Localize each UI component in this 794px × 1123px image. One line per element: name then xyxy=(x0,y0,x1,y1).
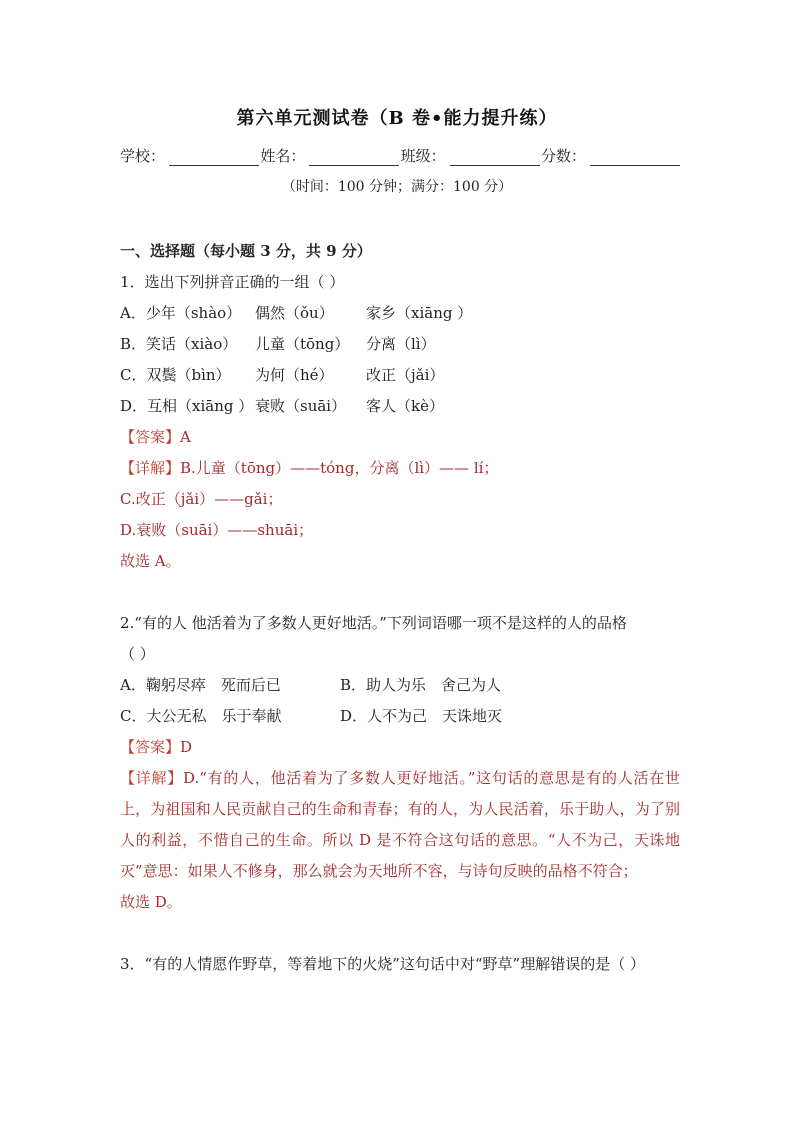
q2-options-row xyxy=(120,701,680,732)
q2-stem-bracket: （ ） xyxy=(120,645,155,663)
q2-answer xyxy=(120,732,680,763)
q1-option-c xyxy=(120,360,680,391)
explain-text: B.儿童（tōng）——tóng，分离（lì）—— lí； xyxy=(180,459,499,477)
option-b: B．助人为乐 舍己为人 xyxy=(340,676,502,694)
explain-tag: 【详解】 xyxy=(120,459,181,477)
time-note: （时间：100 分钟；满分：100 分） xyxy=(281,179,513,195)
option-c: C．大公无私 乐于奉献 xyxy=(120,707,282,725)
q1-option-a xyxy=(120,298,680,329)
explain-text: D.“有的人，他活着为了多数人更好地活。”这句话的意思是有的人活在世上，为祖国和人民贡献自己的生命和青春；有的人，为人民活着，乐于助人，为了别人的利益，不惜自己的生命。所以 D 是不符合这句话的意思。“人不为己，天诛地灭”意思：如果人不修身，那么就会为天地所不容，与诗句反映的品格不符合； xyxy=(120,769,680,880)
option-part: 偶然（ǒu） xyxy=(255,304,334,322)
explain-tag: 【详解】 xyxy=(120,769,183,787)
school-field xyxy=(120,144,259,166)
option-part: 分离（lì） xyxy=(366,335,436,353)
q1-answer xyxy=(120,422,680,453)
class-blank[interactable] xyxy=(450,149,540,166)
option-part: A．少年（shào） xyxy=(120,304,242,322)
q1-conclusion: 故选 A。 xyxy=(120,552,181,570)
option-part: 衰败（suāi） xyxy=(255,397,347,415)
school-label: 学校： xyxy=(120,147,166,165)
class-field xyxy=(401,144,540,166)
name-label: 姓名： xyxy=(260,147,306,165)
name-field xyxy=(260,144,399,166)
option-part: D．互相（xiāng ） xyxy=(120,397,254,415)
option-part: B．笑话（xiào） xyxy=(120,335,238,353)
q1-explain-line xyxy=(120,453,680,484)
option-part: 家乡（xiāng ） xyxy=(366,304,473,322)
q1-explain-line: D.衰败（suāi）——shuāi； xyxy=(120,521,314,539)
q1-stem: 1．选出下列拼音正确的一组（ ） xyxy=(120,273,345,291)
class-label: 班级： xyxy=(400,147,446,165)
q2-conclusion: 故选 D。 xyxy=(120,893,182,911)
q1-option-b xyxy=(120,329,680,360)
q1-explain-line: C.改正（jǎi）——gǎi； xyxy=(120,490,283,508)
q1-option-d xyxy=(120,391,680,422)
option-part: 儿童（tōng） xyxy=(255,335,350,353)
option-d: D．人不为己 天诛地灭 xyxy=(340,707,503,725)
score-field xyxy=(541,144,680,166)
option-part: 为何（hé） xyxy=(255,366,334,384)
exam-content xyxy=(120,236,680,980)
spacer xyxy=(120,918,680,949)
q2-stem: 2.“有的人 他活着为了多数人更好地活。”下列词语哪一项不是这样的人的品格 xyxy=(120,614,627,632)
option-part: C．双鬓（bìn） xyxy=(120,366,231,384)
answer-tag: 【答案】 xyxy=(120,428,181,446)
q2-options-row xyxy=(120,670,680,701)
student-info-row xyxy=(120,144,680,166)
score-label: 分数： xyxy=(540,147,586,165)
spacer xyxy=(120,577,680,608)
q3-stem: 3．“有的人情愿作野草，等着地下的火烧”这句话中对“野草”理解错误的是（ ） xyxy=(120,955,645,973)
answer-tag: 【答案】 xyxy=(120,738,181,756)
option-a: A．鞠躬尽瘁 死而后已 xyxy=(120,676,281,694)
page-title: 第六单元测试卷（B 卷•能力提升练） xyxy=(236,108,558,129)
answer-value: A xyxy=(180,428,191,446)
option-part: 客人（kè） xyxy=(366,397,444,415)
name-blank[interactable] xyxy=(309,149,399,166)
score-blank[interactable] xyxy=(590,149,680,166)
q2-explanation xyxy=(120,763,680,887)
section-heading: 一、选择题（每小题 3 分，共 9 分） xyxy=(120,242,372,260)
answer-value: D xyxy=(180,738,193,756)
school-blank[interactable] xyxy=(169,149,259,166)
option-part: 改正（jǎi） xyxy=(366,366,445,384)
